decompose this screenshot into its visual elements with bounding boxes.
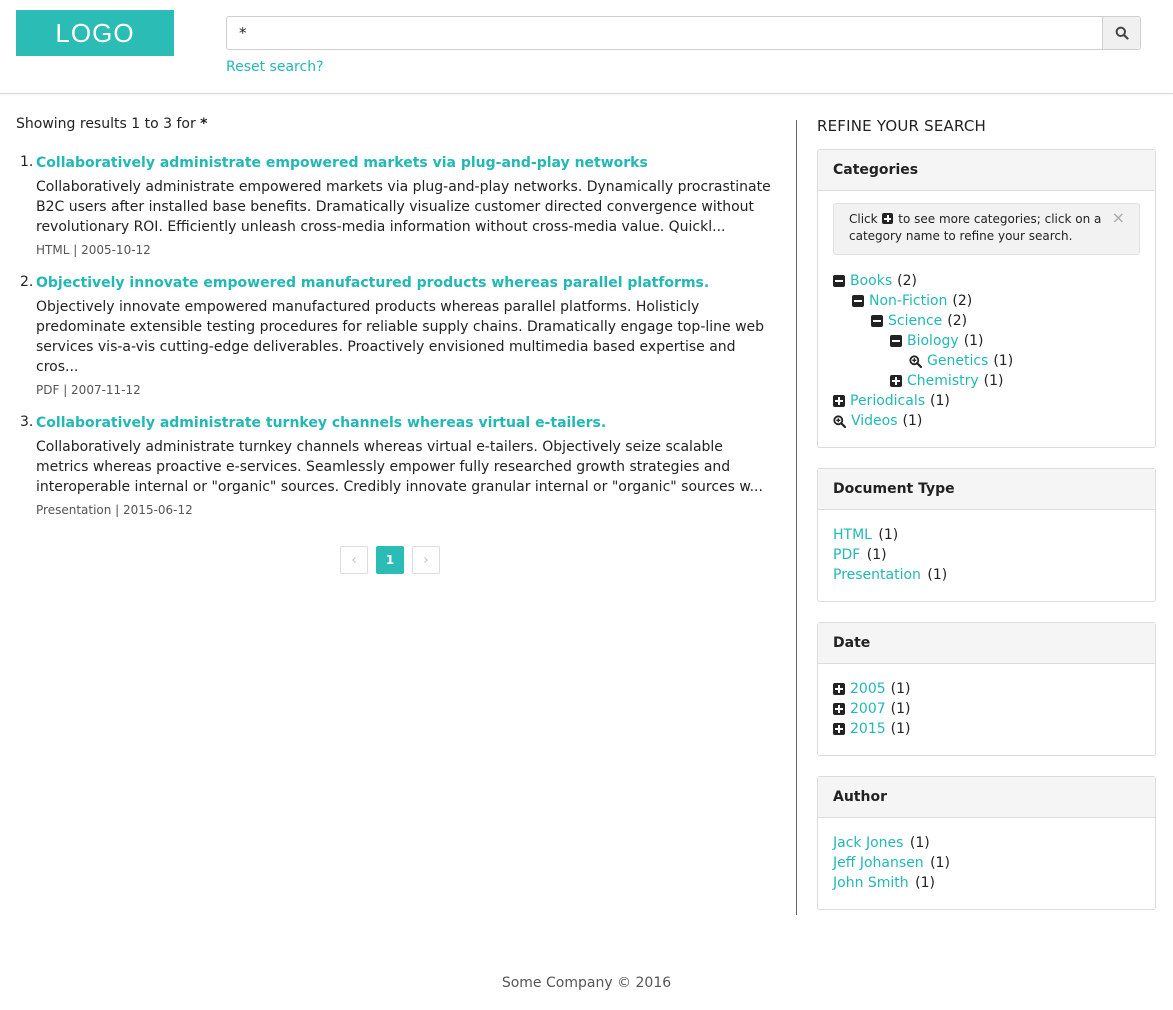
facet-item <box>833 853 1140 873</box>
document-type-body <box>818 510 1155 601</box>
category-count: (1) <box>983 373 1004 389</box>
plus-box-icon <box>882 213 893 224</box>
category-count: (2) <box>897 273 917 289</box>
date-heading: Date <box>818 623 1155 664</box>
facet-link-2007[interactable]: 2007 <box>850 701 886 717</box>
minus-box-icon[interactable] <box>833 275 845 287</box>
facet-link-jeff-johansen[interactable]: Jeff Johansen <box>833 855 924 871</box>
facet-count: (1) <box>890 721 911 737</box>
facet-item <box>833 525 1140 545</box>
category-count: (1) <box>993 353 1014 369</box>
result-snippet: Objectively innovate empowered manufactured products whereas parallel platforms. Holisticly predominate extensible testing procedures for reliable supply chains. Dramatically engage top-line web services vis-a-vis cutting-edge deliverables. Proactively envisioned multimedia based expertise and cros... <box>36 299 765 375</box>
author-heading: Author <box>818 777 1155 818</box>
search-bar <box>226 16 1141 50</box>
categories-panel <box>817 149 1156 448</box>
zoom-in-icon[interactable] <box>909 355 922 368</box>
facet-count: (1) <box>927 567 948 583</box>
close-icon[interactable]: × <box>1111 208 1125 227</box>
category-tree-item <box>833 291 1140 311</box>
facet-count: (1) <box>878 527 899 543</box>
facet-item <box>833 545 1140 565</box>
refine-sidebar <box>817 117 1156 930</box>
facet-count: (1) <box>890 701 911 717</box>
refine-title: REFINE YOUR SEARCH <box>817 117 987 135</box>
category-link[interactable]: Videos <box>851 413 898 429</box>
category-link[interactable]: Books <box>850 273 893 289</box>
result-meta: PDF | 2007-11-12 <box>36 383 141 397</box>
facet-link-pdf[interactable]: PDF <box>833 547 861 563</box>
author-body <box>818 818 1155 909</box>
category-tree-item <box>833 391 1140 411</box>
facet-count: (1) <box>890 681 911 697</box>
categories-hint <box>833 203 1140 255</box>
search-icon <box>1115 26 1129 40</box>
hint-text-before: Click <box>849 212 878 226</box>
zoom-in-icon[interactable] <box>833 415 846 428</box>
facet-link-html[interactable]: HTML <box>833 527 872 543</box>
minus-box-icon[interactable] <box>871 315 883 327</box>
logo[interactable]: LOGO <box>16 10 174 56</box>
facet-link-jack-jones[interactable]: Jack Jones <box>833 835 904 851</box>
results-list <box>16 116 776 534</box>
reset-search-link[interactable]: Reset search? <box>226 59 324 75</box>
date-body <box>818 664 1155 755</box>
result-title-link[interactable]: Objectively innovate empowered manufactured products whereas parallel platforms. <box>36 275 710 291</box>
category-tree-item <box>833 371 1140 391</box>
minus-box-icon[interactable] <box>852 295 864 307</box>
category-tree-item <box>833 331 1140 351</box>
result-snippet: Collaboratively administrate empowered markets via plug-and-play networks. Dynamically procrastinate B2C users after installed base benefits. Dramatically visualize customer directed convergence without revolutionary ROI. Efficiently unleash cross-media information without cross-media value. Quickl... <box>36 179 771 235</box>
facet-item <box>833 873 1140 893</box>
minus-box-icon[interactable] <box>890 335 902 347</box>
category-link[interactable]: Science <box>888 313 943 329</box>
categories-body <box>818 191 1155 447</box>
search-result <box>16 274 776 397</box>
category-link[interactable]: Chemistry <box>907 373 979 389</box>
page-1-button[interactable]: 1 <box>376 546 404 574</box>
facet-count: (1) <box>866 547 887 563</box>
result-meta: HTML | 2005-10-12 <box>36 243 151 257</box>
search-result <box>16 154 776 257</box>
facet-count: (1) <box>915 875 935 891</box>
document-type-panel <box>817 468 1156 602</box>
result-title-link[interactable]: Collaboratively administrate turnkey channels whereas virtual e-tailers. <box>36 415 607 431</box>
result-meta: Presentation | 2015-06-12 <box>36 503 193 517</box>
category-count: (1) <box>930 393 950 409</box>
result-number: 2. <box>20 274 34 290</box>
plus-box-icon[interactable] <box>833 703 845 715</box>
category-link[interactable]: Periodicals <box>850 393 926 409</box>
categories-heading: Categories <box>818 150 1155 191</box>
facet-item <box>833 699 1140 719</box>
category-count: (2) <box>947 313 968 329</box>
category-tree-item <box>833 351 1140 371</box>
result-snippet: Collaboratively administrate turnkey channels whereas virtual e-tailers. Objectively seize scalable metrics whereas proactive e-services. Seamlessly empower fully researched growth strategies and interoperable internal or "organic" sources. Credibly innovate granular internal or "organic" sources w... <box>36 439 763 495</box>
next-page-button[interactable]: › <box>412 546 440 574</box>
category-link[interactable]: Biology <box>907 333 959 349</box>
category-tree <box>833 271 1140 431</box>
facet-count: (1) <box>930 855 950 871</box>
category-count: (2) <box>952 293 973 309</box>
results-summary-text: Showing results 1 to 3 for <box>16 116 196 132</box>
facet-link-2005[interactable]: 2005 <box>850 681 886 697</box>
category-tree-item <box>833 411 1140 431</box>
result-number: 1. <box>20 154 34 170</box>
plus-box-icon[interactable] <box>833 683 845 695</box>
category-tree-item <box>833 311 1140 331</box>
hint-text-after: to see more categories; click on a category name to refine your search. <box>849 212 1102 243</box>
result-title-link[interactable]: Collaboratively administrate empowered markets via plug-and-play networks <box>36 155 648 171</box>
category-count: (1) <box>963 333 984 349</box>
search-result <box>16 414 776 517</box>
plus-box-icon[interactable] <box>833 723 845 735</box>
column-divider <box>796 120 797 915</box>
facet-item <box>833 565 1140 585</box>
footer-copyright: Some Company © 2016 <box>501 975 672 991</box>
results-summary <box>16 116 776 132</box>
facet-item <box>833 719 1140 739</box>
facet-link-2015[interactable]: 2015 <box>850 721 886 737</box>
pagination <box>340 546 440 574</box>
category-count: (1) <box>902 413 923 429</box>
document-type-heading: Document Type <box>818 469 1155 510</box>
facet-link-presentation[interactable]: Presentation <box>833 567 921 583</box>
result-number: 3. <box>20 414 34 430</box>
facet-count: (1) <box>909 835 930 851</box>
prev-page-button[interactable]: ‹ <box>340 546 368 574</box>
date-panel <box>817 622 1156 756</box>
results-query: * <box>200 116 208 132</box>
plus-box-icon[interactable] <box>890 375 902 387</box>
author-panel <box>817 776 1156 910</box>
facet-item <box>833 679 1140 699</box>
search-button[interactable] <box>1102 17 1140 49</box>
site-header <box>0 0 1173 94</box>
category-tree-item <box>833 271 1140 291</box>
search-input[interactable] <box>227 17 1103 49</box>
category-link[interactable]: Non-Fiction <box>869 293 948 309</box>
facet-item <box>833 833 1140 853</box>
plus-box-icon[interactable] <box>833 395 845 407</box>
facet-link-john-smith[interactable]: John Smith <box>833 875 909 891</box>
category-link[interactable]: Genetics <box>927 353 989 369</box>
